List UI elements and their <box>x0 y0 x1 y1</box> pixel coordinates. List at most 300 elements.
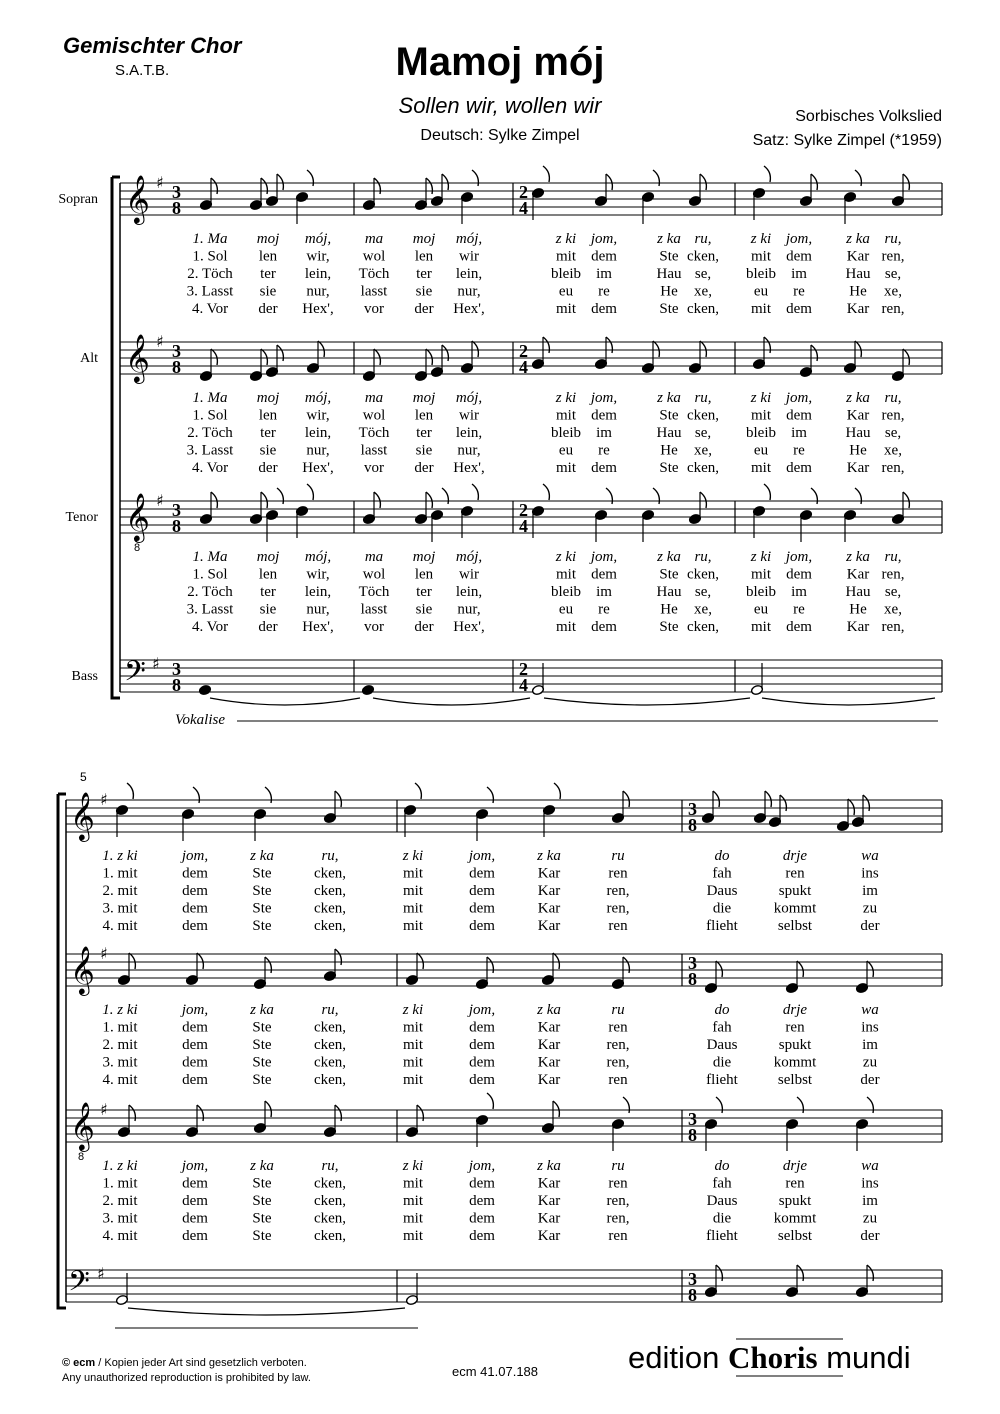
lyric-syllable: 4. mit <box>102 1072 138 1088</box>
lyric-syllable: se, <box>884 425 902 441</box>
note-flag <box>335 1105 341 1121</box>
lyric-syllable: mit <box>402 1228 424 1244</box>
lyric-syllable: Kar <box>846 301 870 317</box>
lyric-syllable: z ki <box>750 549 772 565</box>
note-flag <box>374 349 380 365</box>
lyric-syllable: Hau <box>845 584 871 600</box>
lyric-syllable: mit <box>555 460 577 476</box>
tie-arc <box>544 698 750 705</box>
note-flag <box>197 953 203 969</box>
bass-note-flag <box>797 1265 803 1281</box>
lyric-syllable: ma <box>364 231 384 247</box>
lyric-syllable: dem <box>182 883 208 899</box>
lyric-syllable: z ki <box>555 390 577 406</box>
lyric-syllable: 3. Lasst <box>186 442 234 459</box>
lyric-syllable: bleib <box>746 266 776 282</box>
lyric-syllable: Ste <box>659 619 679 635</box>
lyric-syllable: 1. Sol <box>192 248 228 265</box>
lyric-syllable: zu <box>862 900 878 917</box>
lyric-syllable: Hex', <box>302 301 334 317</box>
time-signature-3-8-num: 3 <box>688 953 697 973</box>
note-flag <box>606 337 612 353</box>
lyric-syllable: zu <box>862 1054 878 1071</box>
lyric-syllable: dem <box>182 1037 208 1053</box>
note-flag <box>307 170 313 186</box>
time-signature-2-4-den: 4 <box>519 357 528 377</box>
lyric-syllable: wir, <box>306 566 330 583</box>
lyric-syllable: 4. Vor <box>191 301 229 317</box>
lyric-syllable: wir, <box>306 248 330 265</box>
lyric-syllable: mit <box>402 865 424 882</box>
lyric-syllable: dem <box>786 619 812 635</box>
lyric-syllable: ter <box>416 425 432 441</box>
lyric-syllable: len <box>414 248 434 265</box>
note-flag <box>780 795 786 811</box>
note-flag <box>811 174 817 190</box>
tie-arc <box>762 698 935 705</box>
lyric-syllable: jom, <box>468 1158 496 1174</box>
note-flag <box>855 170 861 186</box>
lyric-syllable: Ste <box>252 1210 272 1227</box>
lyric-syllable: ru, <box>694 231 712 247</box>
note-flag <box>211 349 217 365</box>
lyric-syllable: Kar <box>537 1175 561 1192</box>
key-sharp-icon: ♯ <box>156 491 164 510</box>
lyric-syllable: jom, <box>590 549 618 565</box>
lyric-syllable: He <box>849 601 867 618</box>
note-flag <box>265 787 271 803</box>
time-signature-3-8-den: 8 <box>688 1285 697 1305</box>
lyric-syllable: mit <box>402 1054 424 1071</box>
lyric-syllable: cken, <box>313 865 347 882</box>
lyric-syllable: Ste <box>659 248 679 265</box>
lyric-syllable: drje <box>782 1158 808 1174</box>
lyric-syllable: 1. Sol <box>192 407 228 424</box>
lyric-syllable: der <box>860 1228 880 1244</box>
note-flag <box>653 170 659 186</box>
lyric-syllable: dem <box>469 1193 495 1209</box>
lyric-syllable: Hau <box>656 266 682 282</box>
lyric-syllable: mit <box>402 1193 424 1209</box>
lyric-syllable: Ste <box>252 1175 272 1192</box>
lyric-syllable: Kar <box>846 566 870 583</box>
lyric-syllable: len <box>414 566 434 583</box>
lyric-syllable: z ki <box>402 1002 424 1018</box>
lyric-syllable: ru <box>611 848 625 864</box>
note-flag <box>543 484 549 500</box>
treble-clef-icon: 𝄞 <box>70 1101 95 1150</box>
time-signature-3-8-num: 3 <box>172 500 181 520</box>
lyric-syllable: der <box>414 619 434 635</box>
lyric-syllable: 1. Ma <box>192 549 228 565</box>
lyric-syllable: der <box>258 460 278 476</box>
lyric-syllable: mit <box>402 918 424 934</box>
copyright-mark: © ecm <box>62 1357 96 1369</box>
lyric-syllable: 1. z ki <box>102 1002 138 1018</box>
tie-arc <box>210 698 360 705</box>
note-flag <box>277 488 283 504</box>
lyric-syllable: lasst <box>360 601 388 618</box>
lyric-syllable: ru, <box>694 390 712 406</box>
measure-number: 5 <box>80 770 87 784</box>
catalog-number: ecm 41.07.188 <box>452 1364 539 1379</box>
lyric-syllable: z ka <box>250 1158 274 1174</box>
lyric-syllable: dem <box>786 566 812 583</box>
note-flag <box>261 178 267 194</box>
lyric-syllable: kommt <box>773 1210 817 1227</box>
lyric-syllable: dem <box>786 407 812 424</box>
lyric-syllable: Ste <box>659 566 679 583</box>
lyric-syllable: wol <box>362 248 386 265</box>
lyric-syllable: mit <box>750 460 772 476</box>
lyric-syllable: der <box>258 619 278 635</box>
lyric-syllable: bleib <box>551 584 581 600</box>
lyric-syllable: Ste <box>252 1193 272 1209</box>
lyric-syllable: do <box>714 1158 730 1174</box>
note-flag <box>855 341 861 357</box>
key-sharp-icon: ♯ <box>152 654 160 673</box>
lyric-syllable: lein, <box>304 584 332 600</box>
lyric-syllable: Ste <box>252 865 272 882</box>
lyric-syllable: kommt <box>773 900 817 917</box>
lyric-syllable: lasst <box>360 283 388 300</box>
lyric-syllable: Kar <box>846 619 870 635</box>
note-flag <box>129 1105 135 1121</box>
lyric-syllable: Hau <box>845 425 871 441</box>
lyric-syllable: Kar <box>537 1072 561 1088</box>
lyric-syllable: mój, <box>455 231 483 247</box>
note-flag <box>261 349 267 365</box>
bass-clef-icon: 𝄢 <box>68 1265 90 1305</box>
lyric-syllable: eu <box>558 442 574 459</box>
bass-note <box>198 684 211 695</box>
lyric-syllable: 1. Ma <box>192 231 228 247</box>
lyric-syllable: ter <box>260 266 276 282</box>
note-flag <box>472 170 478 186</box>
lyric-syllable: z ka <box>250 848 274 864</box>
lyric-syllable: Kar <box>537 1228 561 1244</box>
lyric-syllable: cken, <box>313 1054 347 1071</box>
lyric-syllable: z ki <box>402 1158 424 1174</box>
lyric-syllable: z ki <box>750 231 772 247</box>
note-flag <box>211 492 217 508</box>
lyric-syllable: Daus <box>706 1193 738 1209</box>
lyric-syllable: 1. z ki <box>102 848 138 864</box>
arranger-credit: Satz: Sylke Zimpel (*1959) <box>752 132 942 149</box>
lyric-syllable: do <box>714 1002 730 1018</box>
time-signature-2-4-den: 4 <box>519 516 528 536</box>
lyric-syllable: jom, <box>785 231 813 247</box>
lyric-syllable: len <box>258 248 278 265</box>
lyric-syllable: dem <box>469 1210 495 1227</box>
system-bracket <box>112 177 120 698</box>
time-signature-3-8-den: 8 <box>172 198 181 218</box>
lyric-syllable: im <box>596 266 612 282</box>
note-flag <box>764 166 770 182</box>
lyric-syllable: nur, <box>306 283 330 300</box>
tie-arc <box>128 1308 405 1315</box>
lyric-syllable: cken, <box>313 1193 347 1209</box>
page-subtitle: Sollen wir, wollen wir <box>398 93 602 118</box>
lyric-syllable: ren, <box>881 407 905 424</box>
lyric-syllable: ter <box>260 425 276 441</box>
lyric-syllable: xe, <box>694 601 712 618</box>
lyric-syllable: He <box>849 442 867 459</box>
lyric-syllable: sie <box>259 601 277 618</box>
lyric-syllable: flieht <box>706 918 738 934</box>
part-name-tenor: Tenor <box>65 510 98 525</box>
lyric-syllable: sie <box>415 442 433 459</box>
time-signature-3-8-num: 3 <box>172 182 181 202</box>
lyric-syllable: wol <box>362 566 386 583</box>
lyric-syllable: dem <box>786 301 812 317</box>
lyric-syllable: ren <box>608 865 628 882</box>
lyric-syllable: mit <box>555 407 577 424</box>
lyric-syllable: ins <box>861 1019 879 1036</box>
lyric-syllable: nur, <box>457 283 481 300</box>
lyric-syllable: eu <box>558 283 574 300</box>
lyric-syllable: Kar <box>537 1193 561 1209</box>
lyric-syllable: mój, <box>304 390 332 406</box>
lyric-syllable: moj <box>412 231 436 247</box>
lyric-syllable: Ste <box>252 1019 272 1036</box>
lyric-syllable: mit <box>750 407 772 424</box>
system-bracket <box>58 794 66 1308</box>
note-flag <box>867 961 873 977</box>
lyric-syllable: Kar <box>537 918 561 934</box>
lyric-syllable: re <box>793 601 805 618</box>
bass-note <box>361 684 374 695</box>
lyric-syllable: mit <box>402 1175 424 1192</box>
note-flag <box>277 345 283 361</box>
note-flag <box>653 488 659 504</box>
lyric-syllable: ren, <box>606 900 630 917</box>
treble-clef-icon: 𝄞 <box>125 174 150 223</box>
lyric-syllable: ru, <box>884 390 902 406</box>
lyric-syllable: dem <box>469 1019 495 1036</box>
lyric-syllable: Ste <box>659 460 679 476</box>
lyric-syllable: im <box>862 1193 878 1209</box>
lyric-syllable: ma <box>364 549 384 565</box>
key-sharp-icon: ♯ <box>156 332 164 351</box>
lyric-syllable: wa <box>861 1158 879 1174</box>
note-flag <box>606 488 612 504</box>
lyric-syllable: se, <box>694 425 712 441</box>
note-flag <box>277 174 283 190</box>
lyric-syllable: 4. Vor <box>191 619 229 635</box>
note-flag <box>211 178 217 194</box>
lyric-syllable: Ste <box>252 900 272 917</box>
lyric-syllable: z ka <box>250 1002 274 1018</box>
lyric-syllable: jom, <box>181 848 209 864</box>
lyric-syllable: 2. Töch <box>187 584 233 600</box>
lyric-syllable: dem <box>591 619 617 635</box>
lyric-syllable: die <box>712 1210 732 1227</box>
lyric-syllable: jom, <box>785 390 813 406</box>
lyric-syllable: Hex', <box>302 460 334 476</box>
lyric-syllable: Ste <box>252 1072 272 1088</box>
lyric-syllable: Hau <box>656 425 682 441</box>
copyright-line-2: Any unauthorized reproduction is prohibited by law. <box>62 1372 311 1384</box>
lyric-syllable: He <box>660 283 678 300</box>
lyric-syllable: ren, <box>606 1054 630 1071</box>
lyric-syllable: Ste <box>252 1054 272 1071</box>
lyric-syllable: Hex', <box>453 460 485 476</box>
lyric-syllable: sie <box>415 601 433 618</box>
lyric-syllable: jom, <box>181 1002 209 1018</box>
lyric-syllable: flieht <box>706 1072 738 1088</box>
lyric-syllable: wir <box>459 248 479 265</box>
lyric-syllable: eu <box>753 442 769 459</box>
lyric-syllable: dem <box>591 407 617 424</box>
note-flag <box>700 174 706 190</box>
lyric-syllable: dem <box>469 1054 495 1071</box>
lyric-syllable: mit <box>555 619 577 635</box>
lyric-syllable: ren <box>785 865 805 882</box>
lyric-syllable: mój, <box>455 549 483 565</box>
lyric-syllable: dem <box>469 900 495 917</box>
note-flag <box>426 178 432 194</box>
lyric-syllable: He <box>660 442 678 459</box>
lyric-syllable: z ka <box>537 1002 561 1018</box>
note-flag <box>442 174 448 190</box>
lyric-syllable: 1. z ki <box>102 1158 138 1174</box>
lyric-syllable: der <box>414 301 434 317</box>
lyric-syllable: xe, <box>694 442 712 459</box>
lyric-syllable: der <box>414 460 434 476</box>
lyric-syllable: im <box>791 266 807 282</box>
lyric-syllable: ru, <box>884 549 902 565</box>
lyric-syllable: lein, <box>455 425 483 441</box>
lyric-syllable: wa <box>861 1002 879 1018</box>
note-flag <box>700 492 706 508</box>
treble-clef-icon: 𝄞 <box>125 492 150 541</box>
lyric-syllable: dem <box>469 1175 495 1192</box>
lyric-syllable: Kar <box>537 865 561 882</box>
note-flag <box>700 341 706 357</box>
lyric-syllable: moj <box>256 390 280 406</box>
lyric-syllable: vor <box>364 460 384 476</box>
lyric-syllable: spukt <box>778 883 812 899</box>
lyric-syllable: 3. mit <box>102 1054 138 1071</box>
note-flag <box>867 1097 873 1113</box>
lyric-syllable: dem <box>591 301 617 317</box>
lyric-syllable: He <box>849 283 867 300</box>
key-sharp-icon: ♯ <box>156 173 164 192</box>
note-flag <box>811 488 817 504</box>
lyric-syllable: im <box>862 883 878 899</box>
lyric-syllable: 3. Lasst <box>186 601 234 618</box>
lyric-syllable: mój, <box>304 549 332 565</box>
lyric-syllable: jom, <box>468 848 496 864</box>
lyric-syllable: jom, <box>590 231 618 247</box>
lyric-syllable: cken, <box>313 1037 347 1053</box>
note-flag <box>554 783 560 799</box>
lyric-syllable: z ka <box>846 390 870 406</box>
treble-clef-icon: 𝄞 <box>70 791 95 840</box>
note-flag <box>764 484 770 500</box>
lyric-syllable: se, <box>884 266 902 282</box>
lyric-syllable: lein, <box>304 266 332 282</box>
lyric-syllable: cken, <box>313 900 347 917</box>
lyric-syllable: se, <box>884 584 902 600</box>
lyric-syllable: xe, <box>884 442 902 459</box>
lyric-syllable: flieht <box>706 1228 738 1244</box>
lyric-syllable: jom, <box>468 1002 496 1018</box>
lyric-syllable: drje <box>782 1002 808 1018</box>
note-flag <box>606 174 612 190</box>
note-flag <box>713 791 719 807</box>
lyric-syllable: im <box>791 425 807 441</box>
note-flag <box>543 166 549 182</box>
bass-note-flag <box>716 1265 722 1281</box>
lyric-syllable: ru, <box>694 549 712 565</box>
note-flag <box>307 484 313 500</box>
lyric-syllable: die <box>712 1054 732 1071</box>
note-flag <box>797 1097 803 1113</box>
lyric-syllable: mit <box>750 301 772 317</box>
key-sharp-icon: ♯ <box>97 1264 105 1283</box>
copyright-notice <box>62 1356 311 1386</box>
lyric-syllable: He <box>660 601 678 618</box>
note-flag <box>553 953 559 969</box>
lyric-syllable: ren <box>608 918 628 934</box>
lyric-syllable: Hex', <box>453 619 485 635</box>
lyric-syllable: dem <box>182 1019 208 1036</box>
lyric-syllable: ru, <box>321 1002 339 1018</box>
lyric-syllable: len <box>414 407 434 424</box>
lyric-syllable: z ka <box>657 231 681 247</box>
note-flag <box>129 953 135 969</box>
lyric-syllable: ru, <box>884 231 902 247</box>
lyric-syllable: re <box>598 283 610 300</box>
lyric-syllable: 1. mit <box>102 1175 138 1192</box>
lyric-syllable: se, <box>694 584 712 600</box>
note-flag <box>623 957 629 973</box>
lyric-syllable: wol <box>362 407 386 424</box>
note-flag <box>811 345 817 361</box>
lyric-syllable: ren, <box>881 460 905 476</box>
lyric-syllable: im <box>596 425 612 441</box>
note-flag <box>487 957 493 973</box>
lyric-syllable: wir <box>459 566 479 583</box>
lyric-syllable: len <box>258 566 278 583</box>
lyric-syllable: der <box>860 1072 880 1088</box>
lyric-syllable: dem <box>469 918 495 934</box>
lyric-syllable: dem <box>786 460 812 476</box>
note-flag <box>623 791 629 807</box>
lyric-syllable: lein, <box>455 584 483 600</box>
note-flag <box>487 787 493 803</box>
lyric-syllable: ren, <box>606 883 630 899</box>
lyric-syllable: mit <box>555 248 577 265</box>
lyric-syllable: cken, <box>686 460 720 476</box>
lyric-syllable: dem <box>591 460 617 476</box>
note-flag <box>426 349 432 365</box>
lyric-syllable: ren <box>785 1175 805 1192</box>
lyric-syllable: dem <box>182 1228 208 1244</box>
lyric-syllable: dem <box>182 1054 208 1071</box>
lyric-syllable: bleib <box>746 584 776 600</box>
note-flag <box>553 1101 559 1117</box>
note-flag <box>472 484 478 500</box>
lyric-syllable: eu <box>753 601 769 618</box>
lyric-syllable: wir, <box>306 407 330 424</box>
lyric-syllable: z ka <box>537 848 561 864</box>
lyric-syllable: bleib <box>746 425 776 441</box>
lyric-syllable: dem <box>182 1175 208 1192</box>
note-flag <box>716 961 722 977</box>
